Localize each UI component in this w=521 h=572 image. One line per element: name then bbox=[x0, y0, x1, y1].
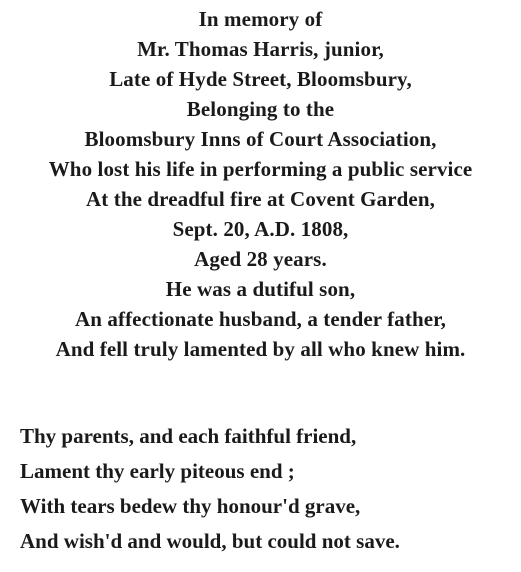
epitaph-line: Belonging to the bbox=[186, 97, 335, 121]
epitaph-line: Mr. Thomas Harris, junior, bbox=[137, 37, 384, 61]
verse-block bbox=[20, 419, 500, 559]
epitaph-line: Who lost his life in performing a public service bbox=[48, 157, 473, 181]
epitaph-line: Bloomsbury Inns of Court Association, bbox=[84, 127, 437, 151]
verse-line: Lament thy early piteous end ; bbox=[20, 459, 295, 483]
verse-line: With tears bedew thy honour'd grave, bbox=[20, 494, 361, 518]
epitaph-line: In memory of bbox=[198, 7, 323, 31]
verse-line: And wish'd and would, but could not save. bbox=[20, 529, 400, 553]
epitaph-line: He was a dutiful son, bbox=[165, 277, 356, 301]
epitaph-line: Late of Hyde Street, Bloomsbury, bbox=[109, 67, 412, 91]
epitaph-line: And fell truly lamented by all who knew him. bbox=[55, 337, 466, 361]
epitaph-line: An affectionate husband, a tender father, bbox=[74, 307, 447, 331]
epitaph-line: Sept. 20, A.D. 1808, bbox=[172, 217, 349, 241]
epitaph-block bbox=[0, 4, 521, 364]
verse-line: Thy parents, and each faithful friend, bbox=[20, 424, 357, 448]
epitaph-line: Aged 28 years. bbox=[194, 247, 327, 271]
epitaph-line: At the dreadful fire at Covent Garden, bbox=[86, 187, 435, 211]
